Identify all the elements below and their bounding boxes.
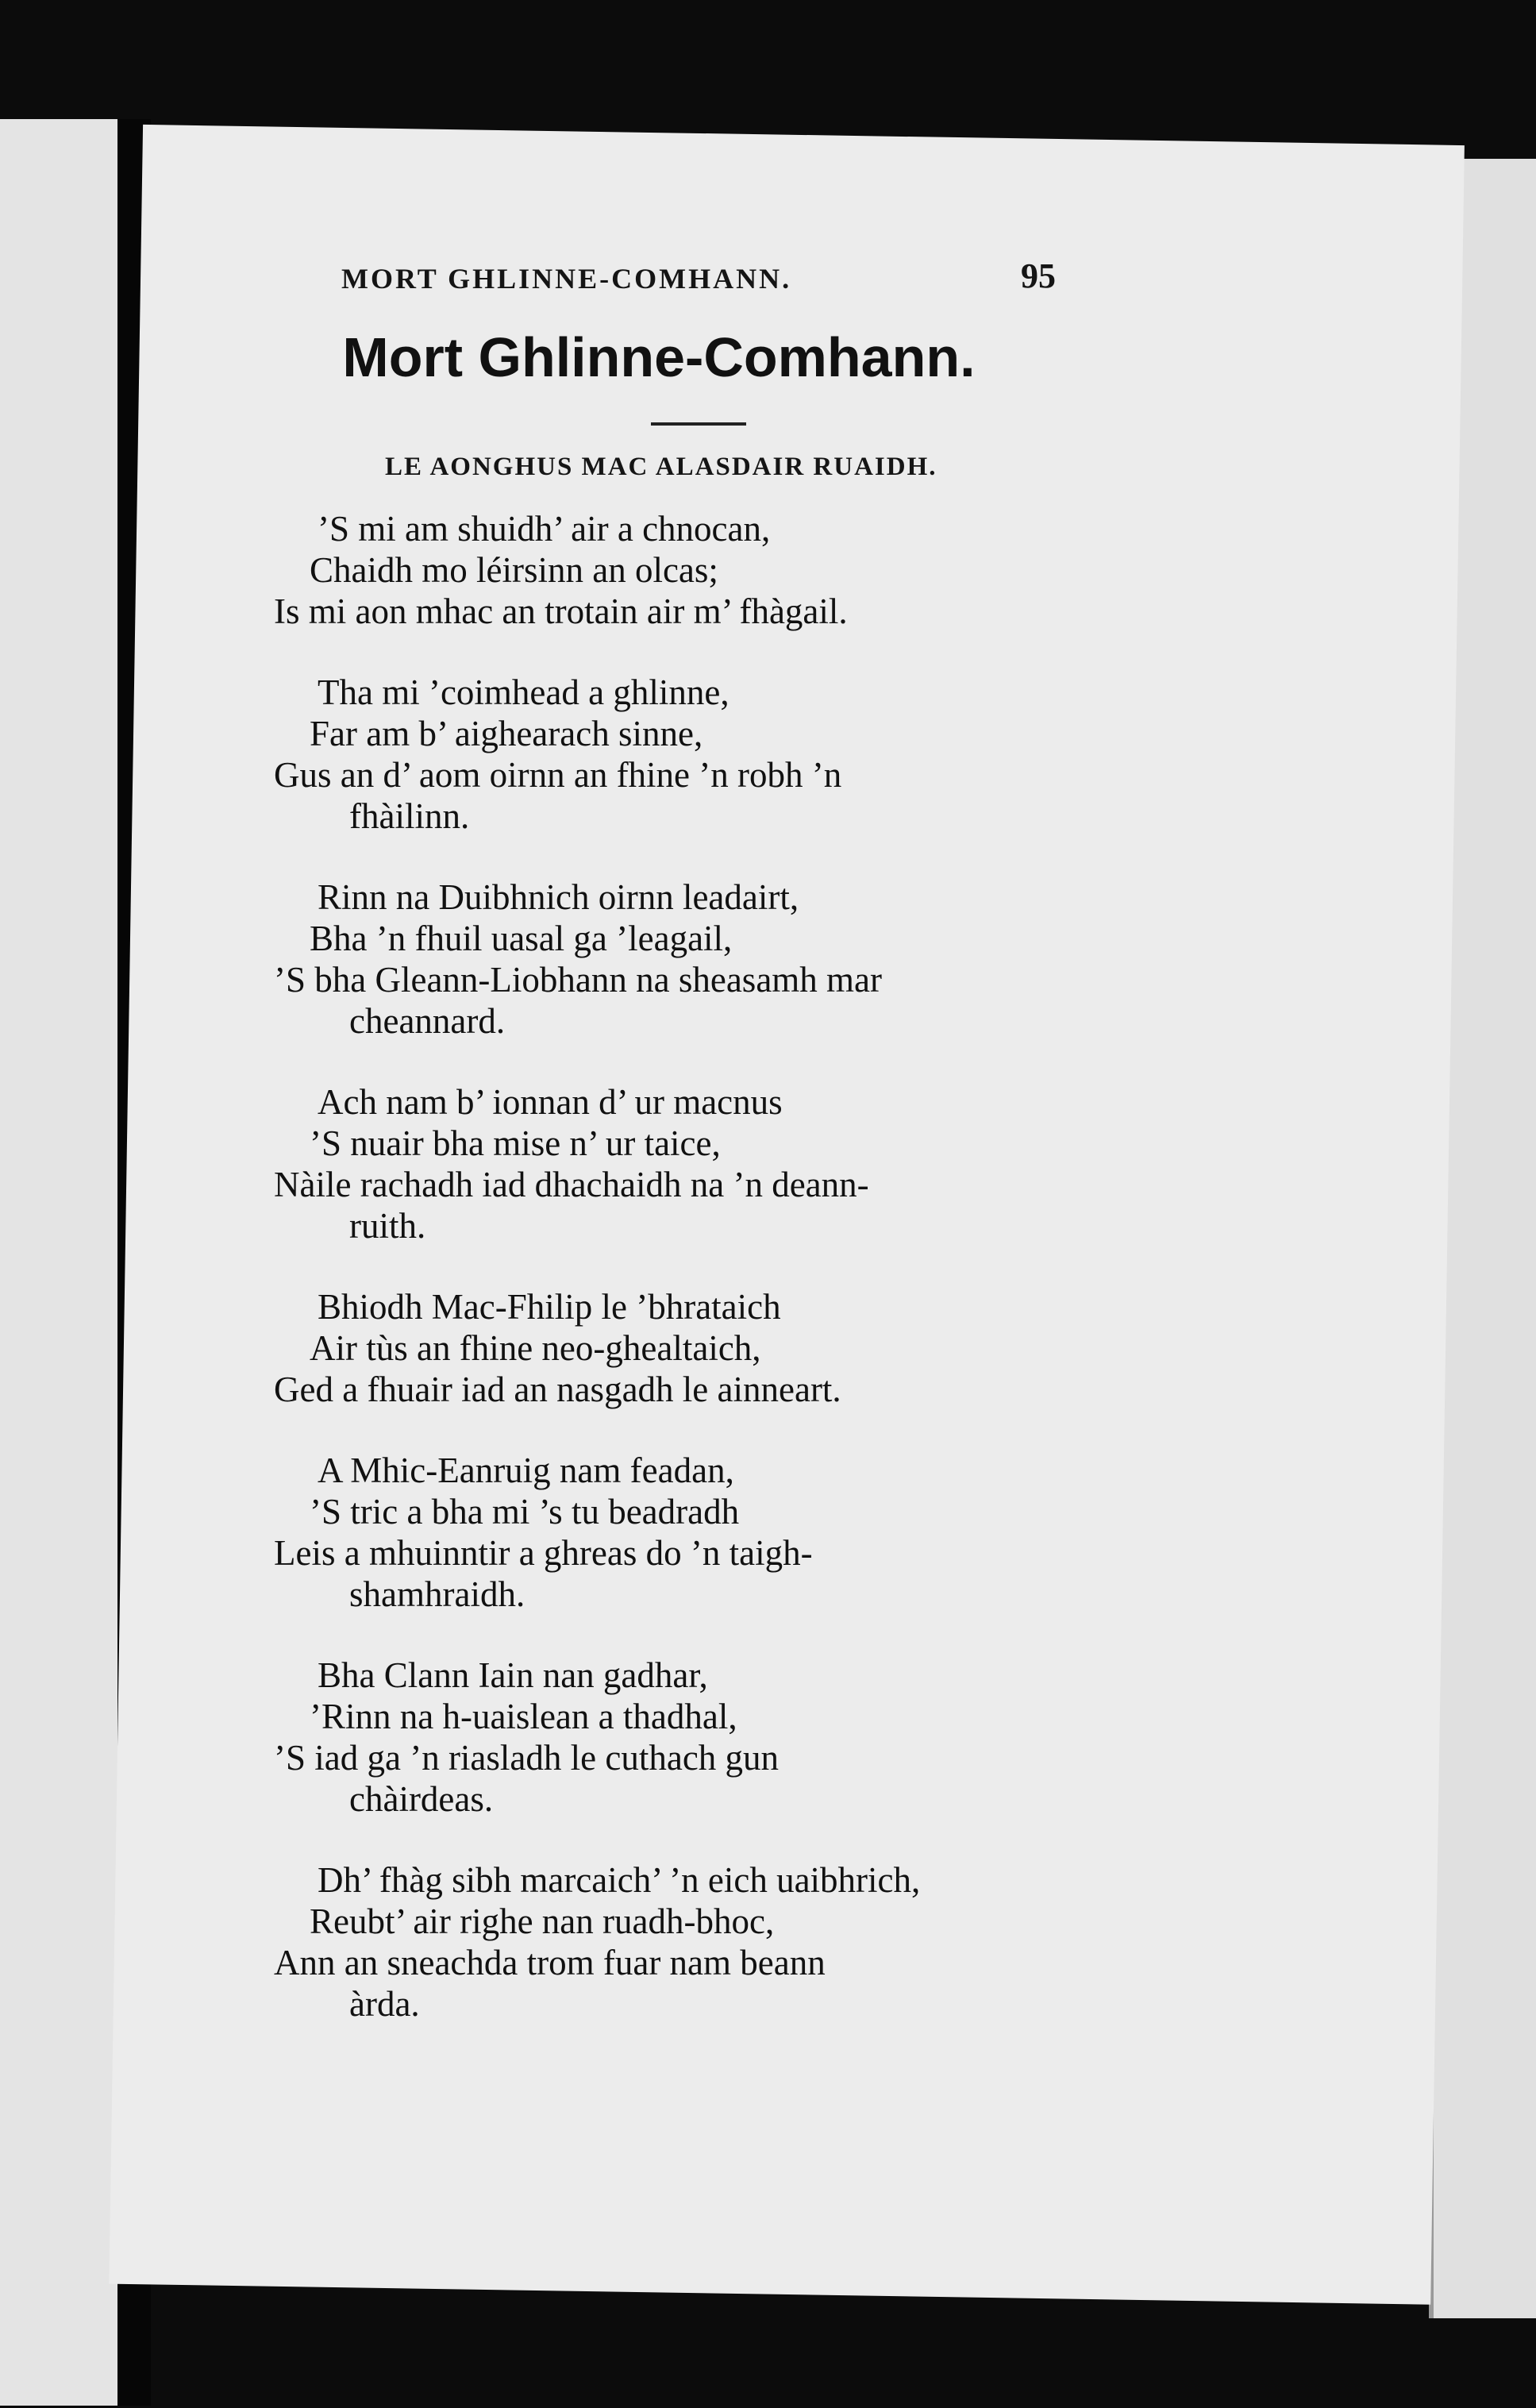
stanza [274, 1859, 1068, 2025]
stanza [274, 877, 1068, 1042]
verse-line: Bhiodh Mac-Fhilip le ’bhrataich [318, 1287, 781, 1327]
page-number: 95 [1021, 256, 1056, 295]
verse-line: chàirdeas. [349, 1779, 494, 1819]
verse-line: Bha Clann Iain nan gadhar, [318, 1655, 708, 1695]
verse-line: àrda. [349, 1984, 420, 2024]
verse-line: Nàile rachadh iad dhachaidh na ’n deann- [274, 1165, 869, 1204]
verse-line: Tha mi ’coimhead a ghlinne, [318, 672, 730, 712]
verse-line: Ach nam b’ ionnan d’ ur macnus [318, 1082, 783, 1122]
verse-line: Air tùs an fhine neo-ghealtaich, [310, 1328, 761, 1368]
verse-line: cheannard. [349, 1001, 506, 1041]
verse-line: Reubt’ air righe nan ruadh-bhoc, [310, 1901, 775, 1941]
stanza [274, 1450, 1068, 1615]
verse-line: ’Rinn na h-uaislean a thadhal, [310, 1697, 737, 1736]
poem-author: LE AONGHUS MAC ALASDAIR RUAIDH. [385, 453, 937, 481]
stanza [274, 1655, 1068, 1820]
stanza [274, 508, 1068, 632]
verse-line: ’S tric a bha mi ’s tu beadradh [310, 1492, 740, 1531]
verse-line: Gus an d’ aom oirnn an fhine ’n robh ’n [274, 755, 842, 795]
stanza [274, 1081, 1068, 1246]
verse-line: Rinn na Duibhnich oirnn leadairt, [318, 877, 799, 917]
page-header [341, 256, 1056, 326]
verse-line: Leis a mhuinntir a ghreas do ’n taigh- [274, 1533, 813, 1573]
verse-line: Dh’ fhàg sibh marcaich’ ’n eich uaibhrich, [318, 1860, 921, 1900]
verse-line: ’S iad ga ’n riasladh le cuthach gun [274, 1738, 780, 1778]
verse-line: Bha ’n fhuil uasal ga ’leagail, [310, 919, 733, 958]
verse-line: ’S mi am shuidh’ air a chnocan, [318, 509, 771, 549]
verse-line: Ann an sneachda trom fuar nam beann [274, 1943, 826, 1982]
left-page-edge [0, 119, 119, 2406]
poem-body [274, 508, 1068, 2064]
running-head: MORT GHLINNE-COMHANN. [341, 263, 792, 295]
verse-line: Is mi aon mhac an trotain air m’ fhàgail. [274, 591, 848, 631]
verse-line: A Mhic-Eanruig nam feadan, [318, 1451, 734, 1490]
verse-line: Ged a fhuair iad an nasgadh le ainneart. [274, 1370, 841, 1409]
stanza [274, 1286, 1068, 1410]
verse-line: Far am b’ aighearach sinne, [310, 714, 703, 753]
title-rule [651, 422, 746, 426]
poem-title: Mort Ghlinne-Comhann. [342, 326, 976, 388]
verse-line: ’S nuair bha mise n’ ur taice, [310, 1123, 721, 1163]
verse-line: fhàilinn. [349, 796, 470, 836]
stanza [274, 672, 1068, 837]
verse-line: Chaidh mo léirsinn an olcas; [310, 550, 718, 590]
verse-line: shamhraidh. [349, 1574, 525, 1614]
verse-line: ’S bha Gleann-Liobhann na sheasamh mar [274, 960, 883, 1000]
verse-line: ruith. [349, 1206, 426, 1246]
